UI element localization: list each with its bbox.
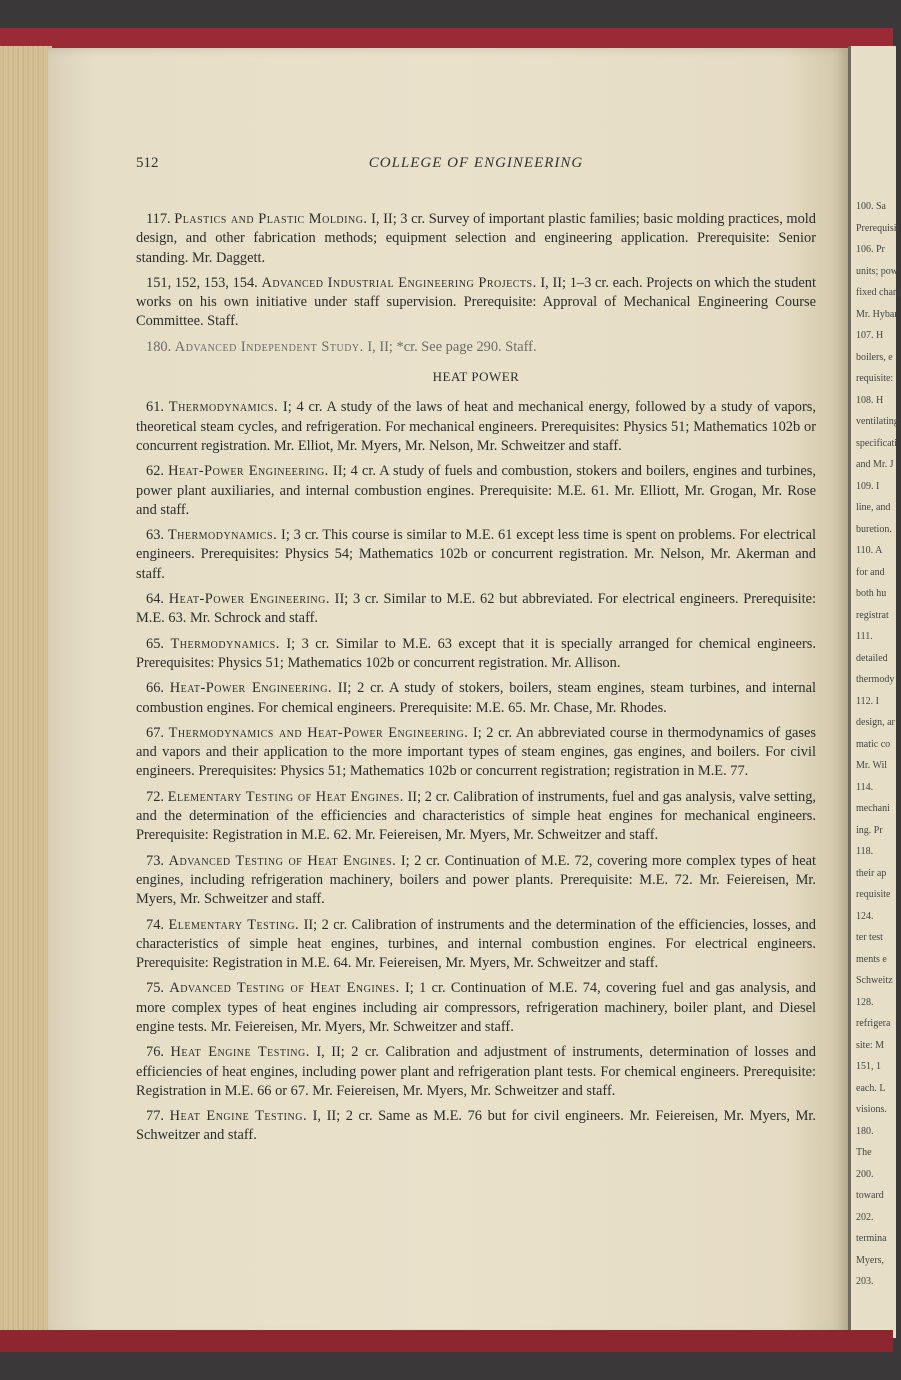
adjacent-page-text: ing. Pr [856,824,883,836]
adjacent-page-text: boilers, e [856,351,893,363]
course-description: II; 2 cr. Calibration of instruments, fuel and gas analysis, valve setting, and the determination of the efficiencies and characteristics of simple heat engines for mechanical engineers. Prerequisite: Registration in M.E. 62. Mr. Feiereisen, Mr. Myers, Mr. Schweitzer and staff. [136,788,816,844]
course-number: 117. [146,211,171,227]
course-number: 62. [146,463,164,480]
adjacent-page-text: refrigera [856,1018,891,1029]
course-title: Heat-Power Engineering. [169,680,333,697]
adjacent-page-text: matic co [856,738,891,750]
course-number: 61. [146,399,164,416]
adjacent-page-text: specificati [856,437,898,449]
course-entry [136,462,816,520]
adjacent-page-text: 107. H [856,330,884,341]
adjacent-page-text: 112. I [856,695,879,707]
adjacent-page-text: buretion. [856,523,892,535]
adjacent-page-text: 202. [856,1211,874,1223]
adjacent-page-text: Myers, [856,1254,885,1266]
course-entry [136,526,816,584]
adjacent-page-text: termina [856,1233,887,1244]
adjacent-page-text: line, and [856,502,891,513]
adjacent-page-text: fixed charg [856,287,901,298]
adjacent-page-text: design, ar [856,717,895,728]
adjacent-page-text: ments e [856,953,887,965]
course-number: 63. [146,527,164,544]
adjacent-page-text: 124. [856,910,874,922]
adjacent-page-text: 106. Pr [856,244,885,255]
adjacent-page-text: Schweitz [856,975,893,986]
adjacent-page-text: both hu [856,588,887,599]
adjacent-page-text: Mr. Wil [856,760,888,771]
course-list-heat-power [136,398,816,1145]
course-title: Heat Engine Testing. [170,1044,310,1061]
course-title: Thermodynamics. [168,399,279,416]
course-description: I; 3 cr. Similar to M.E. 63 except that it is specially arranged for chemical engineers. Prerequisites: Physics 51; Mathematics 102b or concurrent registration. Mr. Allison. [136,635,816,671]
adjacent-page-text: 118. [856,846,874,857]
course-title: Thermodynamics. [170,635,280,652]
course-description: I, II; 2 cr. Calibration and adjustment of instruments, determination of losses and efficiencies of heat engines, including power plant and refrigeration plant tests. For chemical engineers. Prerequisite: Registration in M.E. 66 or 67. Mr. Feiereisen, Mr. Myers, Mr. Schweitzer and staff. [136,1044,816,1099]
course-description: II; 2 cr. A study of stokers, boilers, steam engines, steam turbines, and internal combustion engines. For chemical engineers. Prerequisite: M.E. 65. Mr. Chase, Mr. Rhodes. [136,680,816,716]
adjacent-page-text: for and [856,566,885,578]
book-cover-top-edge [0,28,893,50]
section-heading: HEAT POWER [432,369,520,385]
course-description: II; 3 cr. Similar to M.E. 62 but abbreviated. For electrical engineers. Prerequisite: M.E. 63. Mr. Schrock and staff. [136,591,816,627]
course-description: I, II; 1–3 cr. each. Projects on which the student works on his own initiative under staff supervision. Prerequisite: Approval of Mechanical Engineering Course Committee. Staff. [136,274,817,330]
book-page-edges [0,46,52,1338]
course-entry [136,916,816,974]
adjacent-page-text: requisite: [856,373,894,384]
course-number: 64. [146,591,164,608]
course-title: Advanced Testing of Heat Engines. [169,980,400,997]
adjacent-page-text: detailed [856,652,888,664]
adjacent-page-text: requisite [856,889,891,900]
course-title: Heat-Power Engineering. [168,463,329,480]
course-description: I, II; 2 cr. Same as M.E. 76 but for civil engineers. Mr. Feiereisen, Mr. Myers, Mr. Schweitzer and staff. [136,1108,816,1144]
page-header [136,155,816,177]
adjacent-page-text: toward [856,1190,884,1201]
course-entry [136,590,816,629]
adjacent-page-text: 100. Sa [856,201,886,212]
course-description: I; 3 cr. This course is similar to M.E. 61 except less time is spent on problems. For electrical engineers. Prerequisites: Physics 54; Mathematics 102b or concurrent registration. Mr. Nelson, Mr. Akerman and staff. [136,527,816,582]
adjacent-page-text: each. L [856,1082,886,1094]
adjacent-page-text: 111. [856,631,873,642]
course-number: 67. [146,724,164,741]
course-entry [136,679,816,718]
course-number: 76. [146,1044,164,1061]
running-title: COLLEGE OF ENGINEERING [368,155,584,171]
course-title: Heat Engine Testing. [169,1108,308,1125]
adjacent-page-text: mechani [856,803,890,814]
course-number: 75. [146,980,164,997]
course-entry [136,979,816,1037]
adjacent-page-fragment [848,46,901,1338]
course-list-industrial [136,210,816,357]
adjacent-page-text: 110. A [856,545,883,556]
course-description: II; 4 cr. A study of fuels and combustion, stokers and boilers, engines and turbines, power plant auxiliaries, and internal combustion engines. Prerequisite: M.E. 61. Mr. Elliott, Mr. Grogan, Mr. Rose and staff. [136,463,816,518]
page-number: 512 [136,155,159,171]
course-entry [136,852,816,910]
course-title: Heat-Power Engineering. [168,591,330,608]
course-entry [136,788,816,846]
course-entry [136,635,816,674]
adjacent-page-text: site: M [856,1039,885,1051]
course-title: Elementary Testing of Heat Engines. [167,788,404,805]
adjacent-page-text: 128. [856,996,874,1008]
course-description: I, II; 3 cr. Survey of important plastic families; basic molding practices, mold design, and other fabrication methods; equipment selection and engineering application. Prerequisite: Senior standing. Mr. Daggett. [136,211,816,266]
course-entry [136,398,816,456]
adjacent-page-text: 109. I [856,480,880,492]
course-entry [136,274,816,332]
course-description: I; 2 cr. An abbreviated course in thermodynamics of gases and vapors and their application to the more important types of steam engines, gas engines, and boilers. For civil engineers. Prerequisites: Physics 51; Mathematics 102b or concurrent registration; registration in M.E. 77. [136,724,816,780]
course-number: 77. [146,1108,164,1125]
adjacent-page-text: ventilating [856,416,899,427]
adjacent-page-text: 114. [856,781,874,793]
course-description: I, II; *cr. See page 290. Staff. [363,338,537,355]
adjacent-page-text: Mr. Hybar [856,308,898,320]
course-number: 151, 152, 153, 154. [146,274,258,291]
course-entry [136,338,816,357]
course-title: Elementary Testing. [168,916,300,933]
course-entry [136,724,816,782]
adjacent-page-text: 151, 1 [856,1061,881,1072]
course-title: Advanced Industrial Engineering Projects. [261,274,537,291]
page-content [136,210,816,1152]
adjacent-page-text: 203. [856,1276,874,1287]
adjacent-page-text: The [856,1147,872,1158]
adjacent-page-text: their ap [856,867,887,879]
course-entry [136,1107,816,1146]
course-title: Advanced Independent Study. [174,338,364,355]
course-number: 73. [146,852,164,869]
course-title: Advanced Testing of Heat Engines. [168,852,397,869]
course-description: I; 4 cr. A study of the laws of heat and mechanical energy, followed by a study of vapors, theoretical steam cycles, and refrigeration. For mechanical engineers. Prerequisites: Physics 51; Mathematics 102b or concurrent registration. Mr. Elliot, Mr. Myers, Mr. Nelson, Mr. Schweitzer and staff. [136,399,816,454]
course-description: I; 2 cr. Continuation of M.E. 72, covering more complex types of heat engines, including refrigeration machinery, boilers and power plants. Prerequisite: M.E. 72. Mr. Feiereisen, Mr. Myers, Mr. Schweitzer and staff. [136,852,816,908]
course-description: II; 2 cr. Calibration of instruments and the determination of the efficiencies, losses, and characteristics of simple heat engines, turbines, and internal combustion engines. For electrical engineers. Prerequisite: Registration in M.E. 64. Mr. Feiereisen, Mr. Myers, Mr. Schweitzer and staff. [136,916,816,972]
course-number: 72. [146,788,164,805]
course-number: 65. [146,635,164,652]
course-entry [136,210,816,268]
course-number: 74. [146,916,164,933]
course-number: 180. [146,338,172,355]
course-title: Plastics and Plastic Molding. [174,211,368,227]
adjacent-page-text: registrat [856,609,889,621]
adjacent-page-text: 180. [856,1125,874,1137]
adjacent-page-text: thermody [856,674,895,685]
course-entry [136,1043,816,1101]
course-description: I; 1 cr. Continuation of M.E. 74, covering fuel and gas analysis, and more complex types of heat engines including air compressors, refrigeration machinery, boiler plant, and Diesel engine tests. Mr. Feiereisen, Mr. Myers, Mr. Schweitzer and staff. [136,980,816,1035]
adjacent-page-text: Prerequisit [856,222,900,234]
adjacent-page-text: and Mr. J [856,459,894,470]
adjacent-page-text: units; pow [856,265,898,277]
course-title: Thermodynamics. [167,527,278,544]
course-number: 66. [146,680,164,697]
adjacent-page-text: visions. [856,1104,887,1115]
adjacent-page-text: 200. [856,1168,874,1180]
course-title: Thermodynamics and Heat-Power Engineering. [168,724,469,741]
adjacent-page-text: ter test [856,932,883,943]
adjacent-page-text: 108. H [856,394,884,406]
book-cover-bottom-edge [0,1330,893,1352]
